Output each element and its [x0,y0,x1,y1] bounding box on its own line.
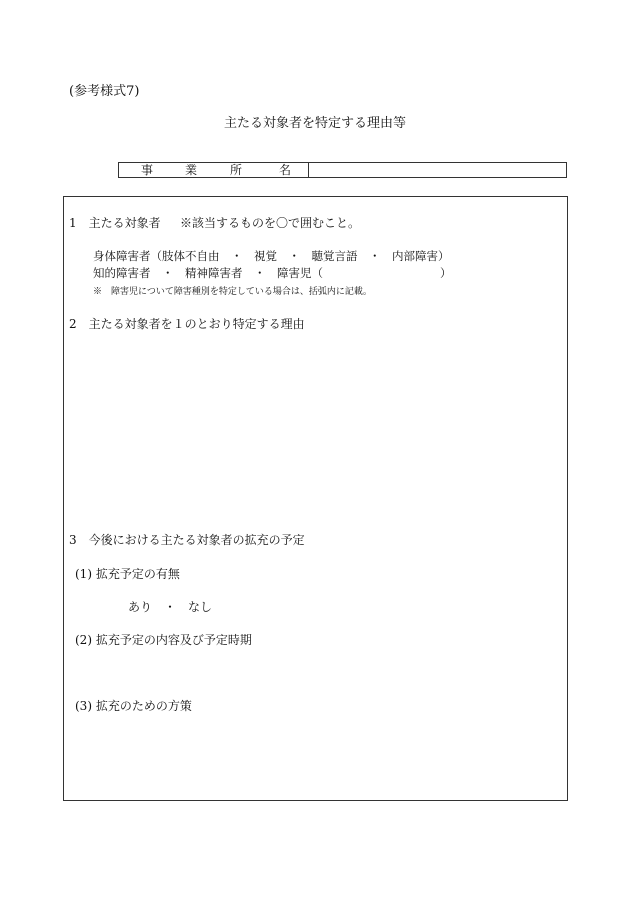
section1-note: ※ 障害児について障害種別を特定している場合は、括弧内に記載。 [93,287,372,297]
office-name-value-field[interactable] [309,163,566,177]
target-category-line2: 知的障害者 ・ 精神障害者 ・ 障害児（ [93,266,323,280]
section3-heading: 3 今後における主たる対象者の拡充の予定 [69,533,305,547]
office-label-char: 名 [279,163,292,177]
target-category-line2-close: ） [440,266,452,280]
expansion-options: あり ・ なし [128,600,213,614]
section3-sub1: (1) 拡充予定の有無 [75,567,180,581]
office-name-label [119,163,309,177]
office-label-char: 事 [141,163,154,177]
office-name-table [118,162,567,178]
section2-heading: 2 主たる対象者を１のとおり特定する理由 [69,317,305,331]
reference-form-label: (参考様式7) [69,84,140,99]
office-label-char: 所 [230,163,243,177]
section3-sub3: (3) 拡充のための方策 [75,699,192,713]
office-label-char: 業 [185,163,198,177]
section3-sub2: (2) 拡充予定の内容及び予定時期 [75,633,252,647]
target-category-line1: 身体障害者（肢体不自由 ・ 視覚 ・ 聴覚言語 ・ 内部障害） [93,249,450,263]
section1-heading: 1 主たる対象者 [69,216,161,230]
document-title: 主たる対象者を特定する理由等 [223,116,406,131]
section1-instruction: ※該当するものを〇で囲むこと。 [180,216,361,230]
